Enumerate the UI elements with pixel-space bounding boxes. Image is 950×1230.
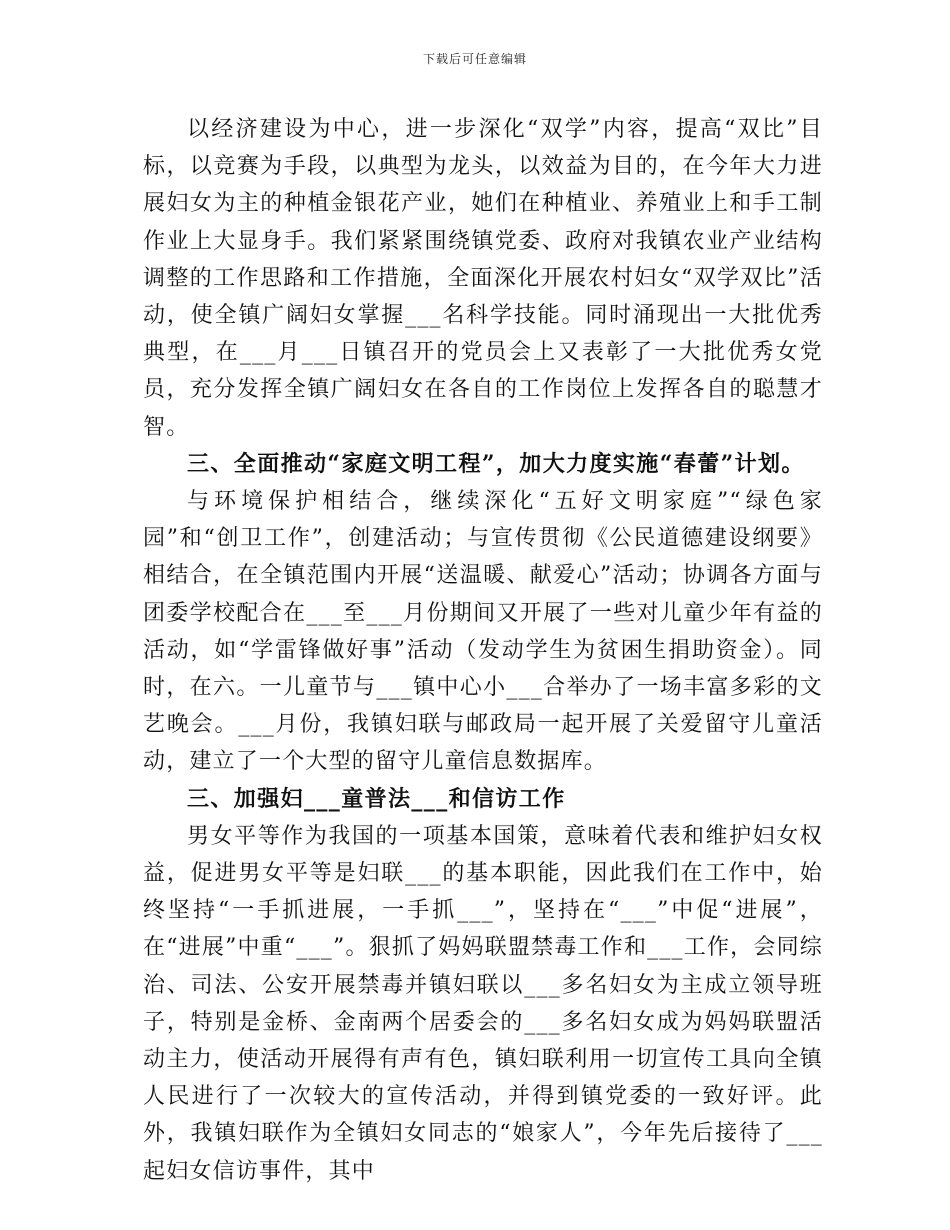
paragraph-gender-equality: 男女平等作为我国的一项基本国策，意味着代表和维护妇女权益，促进男女平等是妇联___的基本职能，因此我们在工作中，始终坚持“一手抓进展，一手抓___”，坚持在“___”中促“进展”，在“进展”中重“___”。狠抓了妈妈联盟禁毒工作和___工作，会同综治、司法、公安开展禁毒并镇妇联以___多名妇女为主成立领导班子，特别是金桥、金南两个居委会的___多名妇女成为妈妈联盟活动主力，使活动开展得有声有色，镇妇联利用一切宣传工具向全镇人民进行了一次较大的宣传活动，并得到镇党委的一致好评。此外，我镇妇联作为全镇妇女同志的“娘家人”，今年先后接待了___起妇女信访事件，其中: [143, 823, 823, 1184]
paragraph-environment-protection: 与环境保护相结合，继续深化“五好文明家庭”“绿色家园”和“创卫工作”，创建活动；与宣传贯彻《公民道德建设纲要》相结合，在全镇范围内开展“送温暖、献爱心”活动；协调各方面与团委学校配合在___至___月份期间又开展了一些对儿童少年有益的活动，如“学雷锋做好事”活动（发动学生为贫困生捐助资金）。同时，在六。一儿童节与___镇中心小___合举办了一场丰富多彩的文艺晚会。___月份，我镇妇联与邮政局一起开展了关爱留守儿童活动，建立了一个大型的留守儿童信息数据库。: [143, 489, 823, 775]
section-heading-family-civilization: 三、全面推动“家庭文明工程”，加大力度实施“春蕾”计划。: [187, 450, 805, 477]
document-body: [143, 111, 823, 1190]
page-header: 下载后可任意编辑: [422, 52, 527, 66]
section-heading-legal-petition: 三、加强妇___童普法___和信访工作: [187, 785, 566, 812]
paragraph-economic-construction: 以经济建设为中心，进一步深化“双学”内容，提高“双比”目标，以竞赛为手段，以典型为龙头，以效益为目的，在今年大力进展妇女为主的种植金银花产业，她们在种植业、养殖业上和手工制作业上大显身手。我们紧紧围绕镇党委、政府对我镇农业产业结构调整的工作思路和工作措施，全面深化开展农村妇女“双学双比”活动，使全镇广阔妇女掌握___名科学技能。同时涌现出一大批优秀典型，在___月___日镇召开的党员会上又表彰了一大批优秀女党员，充分发挥全镇广阔妇女在各自的工作岗位上发挥各自的聪慧才智。: [143, 117, 823, 440]
